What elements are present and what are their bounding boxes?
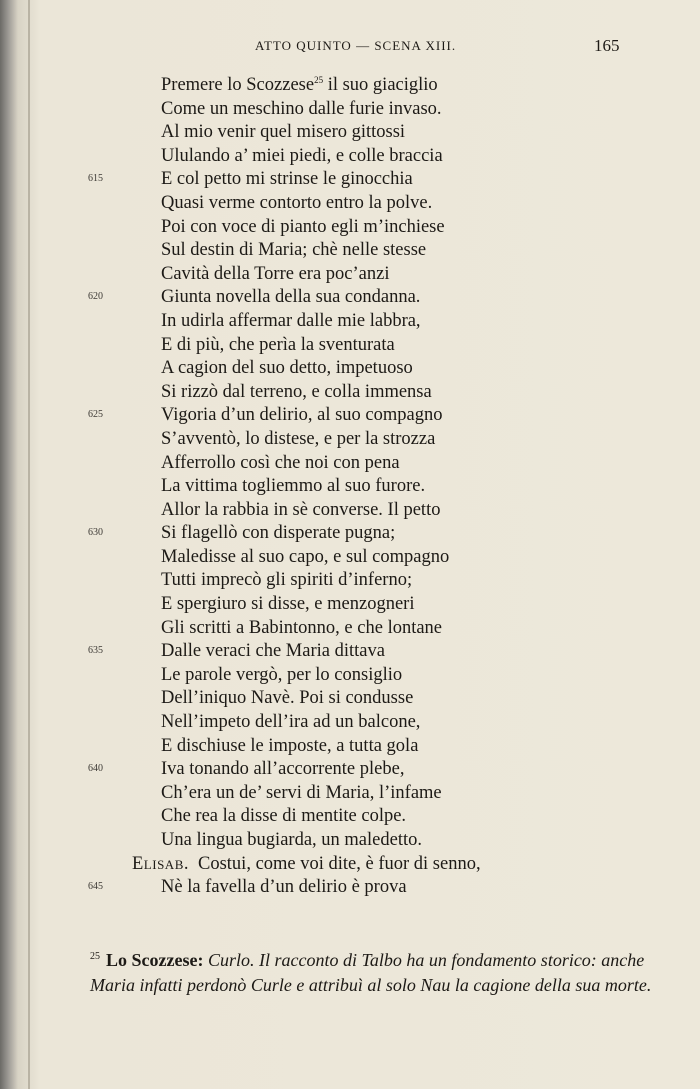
verse-text-main: Che rea la disse di mentite colpe. [161,806,407,827]
verse-text: Nè la favella d’un delirio è prova [161,877,407,898]
verse-text-main: S’avventò, lo distese, e per la strozza [161,428,436,449]
verse-line [0,99,700,123]
verse-text [161,453,400,474]
verse-text [161,335,395,356]
verse-text [161,712,420,733]
verse-line [0,618,700,642]
verse-text-main: Si rizzò dal terreno, e colla immensa [161,381,432,402]
line-number: 635 [88,645,103,657]
verse-line [0,641,700,665]
verse-line [0,382,700,406]
verse-text [161,641,385,662]
verse-text [161,169,413,190]
verse-line [0,122,700,146]
verse-text-main: Iva tonando all’accorrente plebe, [161,759,405,780]
verse-text-main: Dalle veraci che Maria dittava [161,641,385,662]
verse-text-main: Dell’iniquo Navè. Poi si condusse [161,688,414,709]
verse-line [0,146,700,170]
verse-text [161,570,412,591]
speech-line [0,854,700,878]
verse-text-main: Ch’era un de’ servi di Maria, l’infame [161,782,442,803]
verse-text [161,382,432,403]
verse-line [0,169,700,193]
verse-text-main: Poi con voce di pianto egli m’inchiese [161,216,445,237]
verse-line [0,335,700,359]
verse-line [0,193,700,217]
verse-block [0,75,700,901]
page-number: 165 [594,36,620,55]
verse-text-main: Al mio venir quel misero gittossi [161,122,406,143]
verse-text-main: Allor la rabbia in sè converse. Il petto [161,499,441,520]
verse-text [161,618,442,639]
verse-line [0,783,700,807]
verse-text-main: Giunta novella della sua condanna. [161,287,421,308]
speaker-name: Elisab. [132,853,189,874]
verse-line [0,594,700,618]
verse-text [161,523,395,544]
verse-line [0,736,700,760]
verse-text-main: Premere lo Scozzese [161,75,315,96]
speech-text: Costui, come voi dite, è fuor di senno, [198,853,481,874]
verse-line [0,429,700,453]
verse-line [0,806,700,830]
line-number: 615 [88,173,103,185]
verse-line [0,264,700,288]
line-number: 640 [88,763,103,775]
verse-text [161,193,432,214]
verse-line [0,311,700,335]
line-number: 645 [88,881,103,893]
verse-text-main: E col petto mi strinse le ginocchia [161,169,413,190]
verse-text [161,240,426,261]
verse-text-main: Nell’impeto dell’ira ad un balcone, [161,712,421,733]
verse-line [0,453,700,477]
verse-text [161,358,413,379]
verse-text-main: Sul destin di Maria; chè nelle stesse [161,240,427,261]
verse-text [161,594,414,615]
verse-text [161,547,449,568]
verse-text [161,476,425,497]
verse-text-main: Maledisse al suo capo, e sul compagno [161,546,450,567]
footnote-text: Curlo. Il racconto di Talbo ha un fondamento storico: anche Maria infatti perdonò Curle e attribuì al solo Nau la cagione della sua morte. [90,950,652,995]
verse-text-main: Le parole vergò, per lo consiglio [161,664,403,685]
verse-text [161,783,442,804]
page-header [0,36,700,60]
verse-text-main: La vittima togliemmo al suo furore. [161,476,426,497]
verse-line [0,570,700,594]
verse-text-tail: il suo giaciglio [323,75,438,96]
verse-text [161,405,442,426]
verse-line [0,877,700,901]
verse-line [0,523,700,547]
verse-text-main: E di più, che perìa la sventurata [161,334,395,355]
verse-text [161,287,420,308]
verse-text-main: E dischiuse le imposte, a tutta gola [161,735,419,756]
running-head: ATTO QUINTO — SCENA XIII. [255,38,457,53]
verse-line [0,759,700,783]
verse-line [0,287,700,311]
verse-text-main: A cagion del suo detto, impetuoso [161,358,413,379]
verse-text [161,500,440,521]
verse-text-main: E spergiuro si disse, e menzogneri [161,594,415,615]
verse-text-main: Gli scritti a Babintonno, e che lontane [161,617,443,638]
verse-text [161,99,442,120]
verse-line [0,500,700,524]
line-number: 625 [88,409,103,421]
verse-line [0,688,700,712]
verse-line [0,547,700,571]
line-number: 630 [88,527,103,539]
verse-text [161,264,389,285]
line-number: 620 [88,291,103,303]
verse-text [161,806,406,827]
verse-text [161,830,422,851]
verse-line [0,712,700,736]
verse-text [161,75,438,96]
verse-line [0,405,700,429]
verse-line [0,358,700,382]
verse-text-main: Tutti imprecò gli spiriti d’inferno; [161,570,413,591]
verse-text [161,311,421,332]
footnote-ref: 25 [314,75,324,85]
footnote [90,944,660,998]
verse-text [161,665,402,686]
verse-text-main: Si flagellò con disperate pugna; [161,523,396,544]
verse-text-main: Vigoria d’un delirio, al suo compagno [161,405,443,426]
verse-text-main: Ululando a’ miei piedi, e colle braccia [161,145,443,166]
verse-text-main: Quasi verme contorto entro la polve. [161,192,433,213]
verse-line [0,476,700,500]
verse-line [0,830,700,854]
verse-line [0,75,700,99]
verse-text-main: Una lingua bugiarda, un maledetto. [161,830,422,850]
verse-line [0,240,700,264]
footnote-number: 25 [90,951,100,962]
verse-text [161,217,445,238]
verse-text-main: Come un meschino dalle furie invaso. [161,98,442,119]
verse-text [161,736,418,757]
verse-text [161,122,405,143]
verse-text [161,688,413,709]
verse-line [0,665,700,689]
verse-line [0,217,700,241]
verse-text [161,429,435,450]
verse-text [161,146,443,167]
verse-text-main: In udirla affermar dalle mie labbra, [161,310,421,331]
verse-text-main: Afferrollo così che noi con pena [161,452,400,473]
footnote-keyword: Lo Scozzese: [106,950,204,970]
verse-text [161,759,404,780]
verse-text-main: Cavità della Torre era poc’anzi [161,263,390,284]
